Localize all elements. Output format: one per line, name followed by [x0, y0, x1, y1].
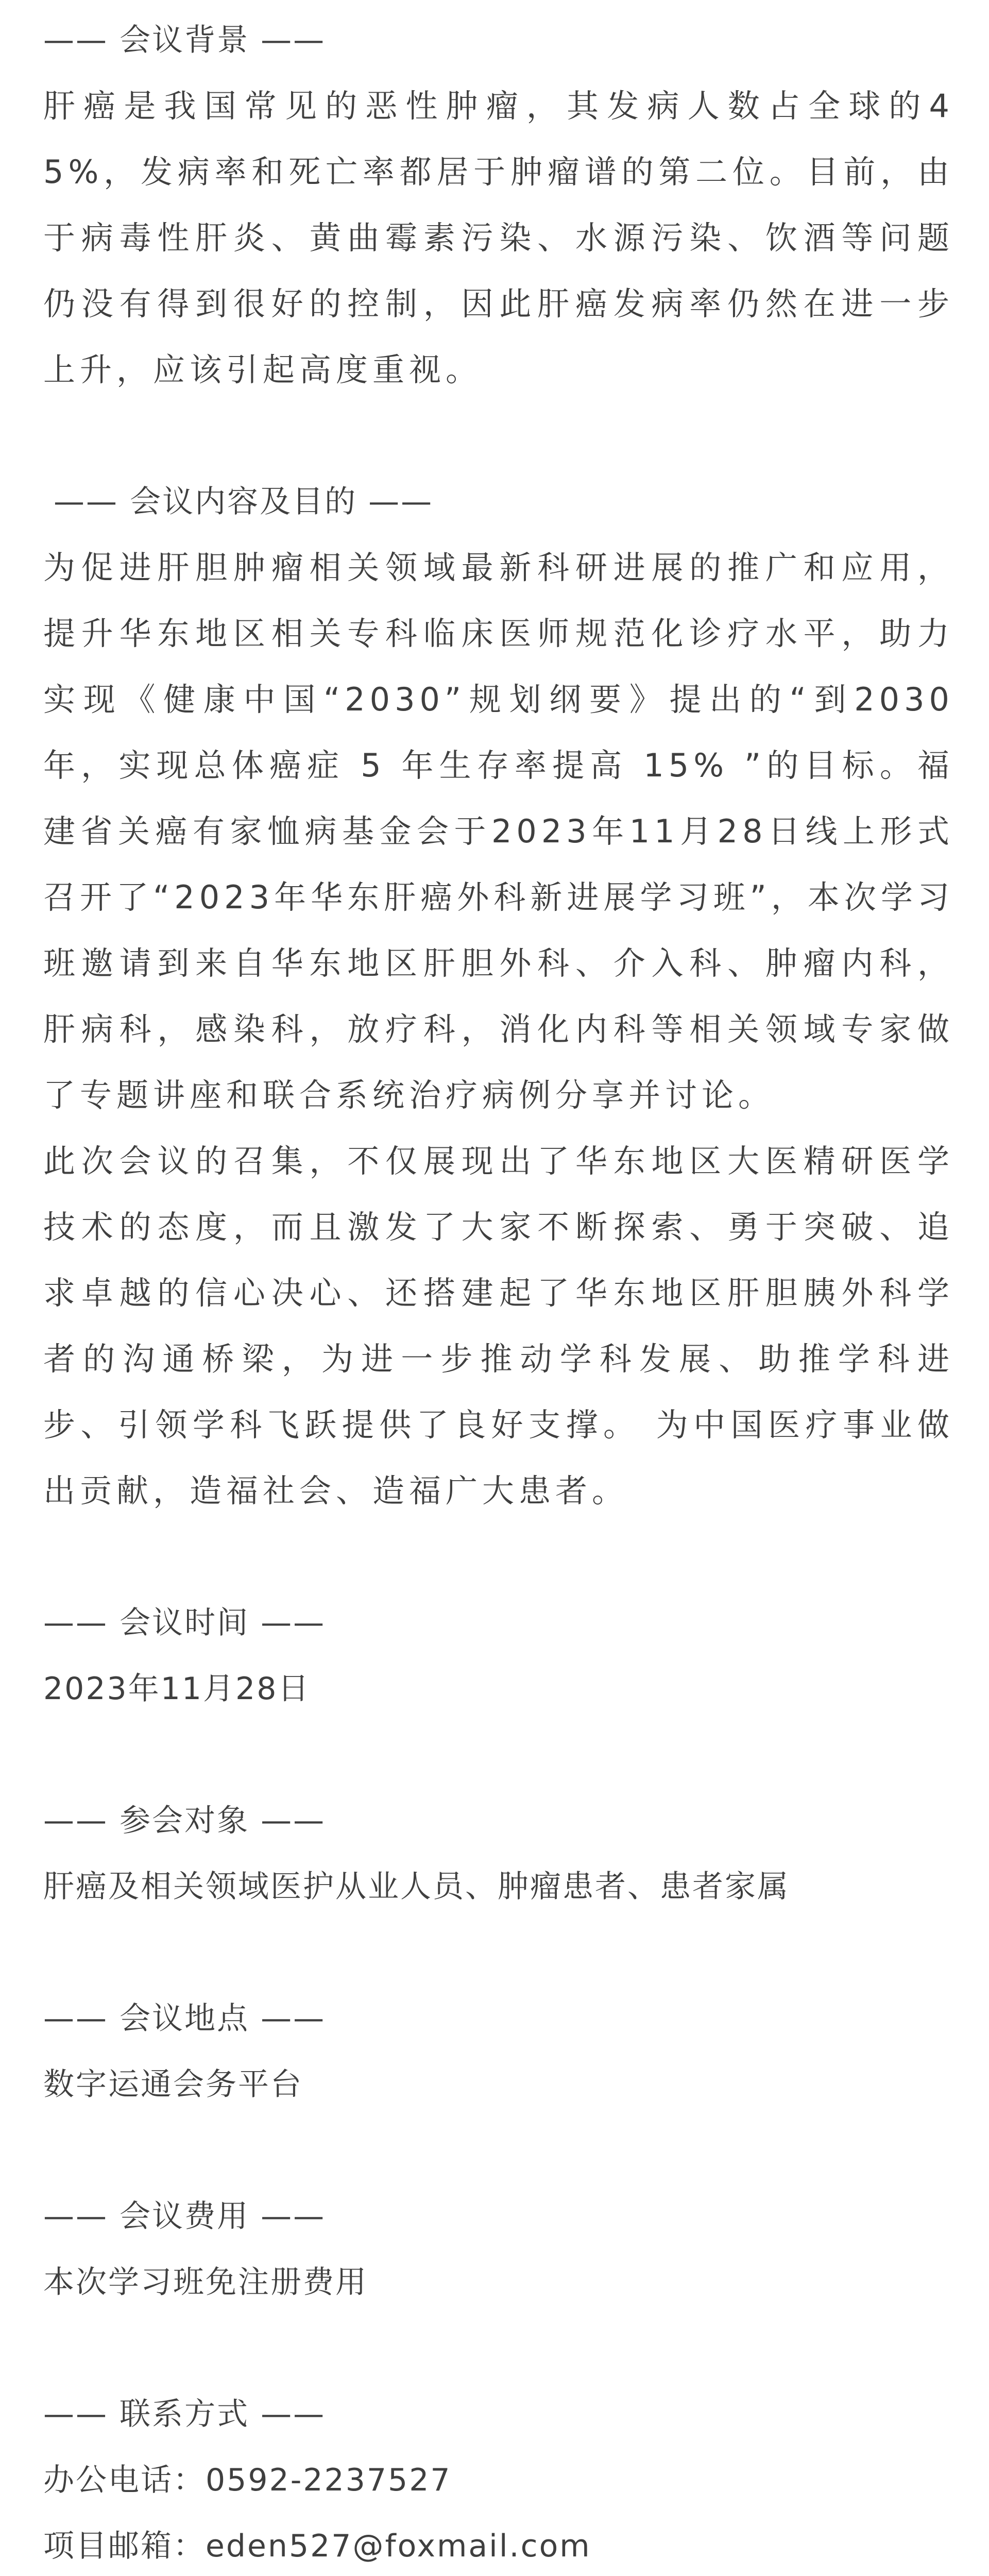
- content-paragraph-2: 此次会议的召集，不仅展现出了华东地区大医精研医学技术的态度，而且激发了大家不断探索、勇于突破、追求卓越的信心决心、还搭建起了华东地区肝胆胰外科学者的沟通桥梁，为进一步推动学科发展、助推学科进步、引领学科飞跃提供了良好支撑。 为中国医疗事业做出贡献，造福社会、造福广大患者。: [43, 1142, 954, 1510]
- fee-value: 本次学习班免注册费用: [43, 2264, 368, 2300]
- fee-heading: —— 会议费用 ——: [43, 2198, 326, 2234]
- fee-section: [43, 2183, 954, 2315]
- contact-phone[interactable]: 办公电话：0592-2237527: [43, 2462, 452, 2498]
- spacer: [43, 2117, 954, 2183]
- audience-section: [43, 1788, 954, 1920]
- spacer: [43, 1722, 954, 1788]
- background-section: [43, 7, 954, 403]
- spacer: [43, 1524, 954, 1590]
- audience-value: 肝癌及相关领域医护从业人员、肿瘤患者、患者家属: [43, 1869, 790, 1905]
- location-heading: —— 会议地点 ——: [43, 2001, 326, 2037]
- background-paragraph: 肝癌是我国常见的恶性肿瘤，其发病人数占全球的45%，发病率和死亡率都居于肿瘤谱的第二位。目前，由于病毒性肝炎、黄曲霉素污染、水源污染、饮酒等问题仍没有得到很好的控制，因此肝癌发病率仍然在进一步上升，应该引起高度重视。: [43, 87, 954, 388]
- contact-email[interactable]: 项目邮箱：eden527@foxmail.com: [43, 2528, 591, 2564]
- spacer: [43, 403, 954, 469]
- spacer: [43, 1920, 954, 1986]
- content-paragraph-1: 为促进肝胆肿瘤相关领域最新科研进展的推广和应用，提升华东地区相关专科临床医师规范化诊疗水平，助力实现《健康中国“2030”规划纲要》提出的“到2030年，实现总体癌症 5 年生存率提高 15% ”的目标。福建省关癌有家恤病基金会于2023年11月28日线上形式召开了“2023年华东肝癌外科新进展学习班”，本次学习班邀请到来自华东地区肝胆外科、介入科、肿瘤内科，肝病科，感染科，放疗科，消化内科等相关领域专家做了专题讲座和联合系统治疗病例分享并讨论。: [43, 549, 954, 1114]
- location-section: [43, 1986, 954, 2117]
- contact-section: [43, 2381, 954, 2576]
- time-section: [43, 1590, 954, 1722]
- audience-heading: —— 参会对象 ——: [43, 1803, 326, 1839]
- location-value: 数字运通会务平台: [43, 2066, 303, 2103]
- time-value: 2023年11月28日: [43, 1671, 311, 1707]
- spacer: [43, 2315, 954, 2381]
- content-heading: —— 会议内容及目的 ——: [54, 484, 434, 520]
- article-body: [43, 7, 954, 2576]
- time-heading: —— 会议时间 ——: [43, 1605, 326, 1641]
- content-section: [43, 469, 954, 1524]
- background-heading: —— 会议背景 ——: [43, 22, 326, 58]
- contact-heading: —— 联系方式 ——: [43, 2396, 326, 2432]
